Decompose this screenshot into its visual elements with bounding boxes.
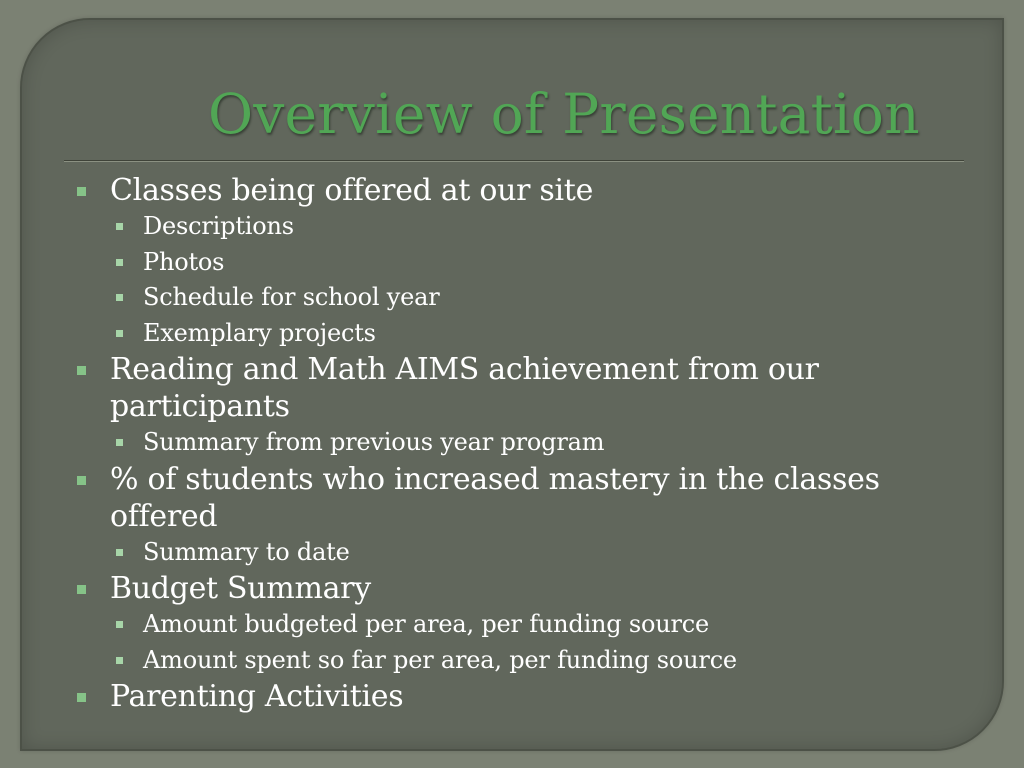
small-square-bullet-icon [116, 330, 123, 337]
bullet-text: % of students who increased mastery in the classes offered [110, 461, 880, 534]
square-bullet-icon [77, 693, 86, 702]
title-divider [64, 160, 964, 162]
sub-bullet-item [72, 535, 972, 571]
sub-bullet-item [72, 209, 972, 245]
square-bullet-icon [77, 187, 86, 196]
sub-bullet-item [72, 643, 972, 679]
sub-bullet-text: Schedule for school year [143, 283, 440, 311]
bullet-text: Reading and Math AIMS achievement from our participants [110, 352, 819, 424]
sub-bullet-item [72, 425, 972, 461]
sub-bullet-text: Amount spent so far per area, per funding source [143, 645, 737, 674]
bullet-item [72, 172, 972, 209]
bullet-item [72, 351, 972, 425]
sub-bullet-item [72, 607, 972, 643]
bullet-list [72, 172, 972, 715]
small-square-bullet-icon [116, 294, 123, 301]
bullet-item [72, 461, 972, 535]
sub-bullet-item [72, 280, 972, 316]
bullet-text: Classes being offered at our site [110, 173, 594, 208]
slide-title: Overview of Presentation [208, 82, 920, 146]
bullet-text: Parenting Activities [110, 679, 404, 714]
small-square-bullet-icon [116, 223, 123, 230]
sub-bullet-text: Summary to date [143, 537, 350, 566]
bullet-item [72, 570, 972, 607]
small-square-bullet-icon [116, 439, 123, 446]
sub-bullet-text: Exemplary projects [143, 318, 376, 347]
sub-bullet-text: Photos [143, 247, 225, 276]
small-square-bullet-icon [116, 549, 123, 556]
sub-bullet-text: Amount budgeted per area, per funding source [143, 610, 710, 638]
square-bullet-icon [77, 366, 86, 375]
small-square-bullet-icon [116, 621, 123, 628]
bullet-item [72, 678, 972, 715]
small-square-bullet-icon [116, 657, 123, 664]
sub-bullet-item [72, 245, 972, 281]
square-bullet-icon [77, 476, 86, 485]
sub-bullet-text: Descriptions [143, 212, 294, 240]
small-square-bullet-icon [116, 259, 123, 266]
bullet-text: Budget Summary [110, 571, 371, 606]
sub-bullet-text: Summary from previous year program [143, 428, 605, 456]
square-bullet-icon [77, 585, 86, 594]
sub-bullet-item [72, 316, 972, 352]
